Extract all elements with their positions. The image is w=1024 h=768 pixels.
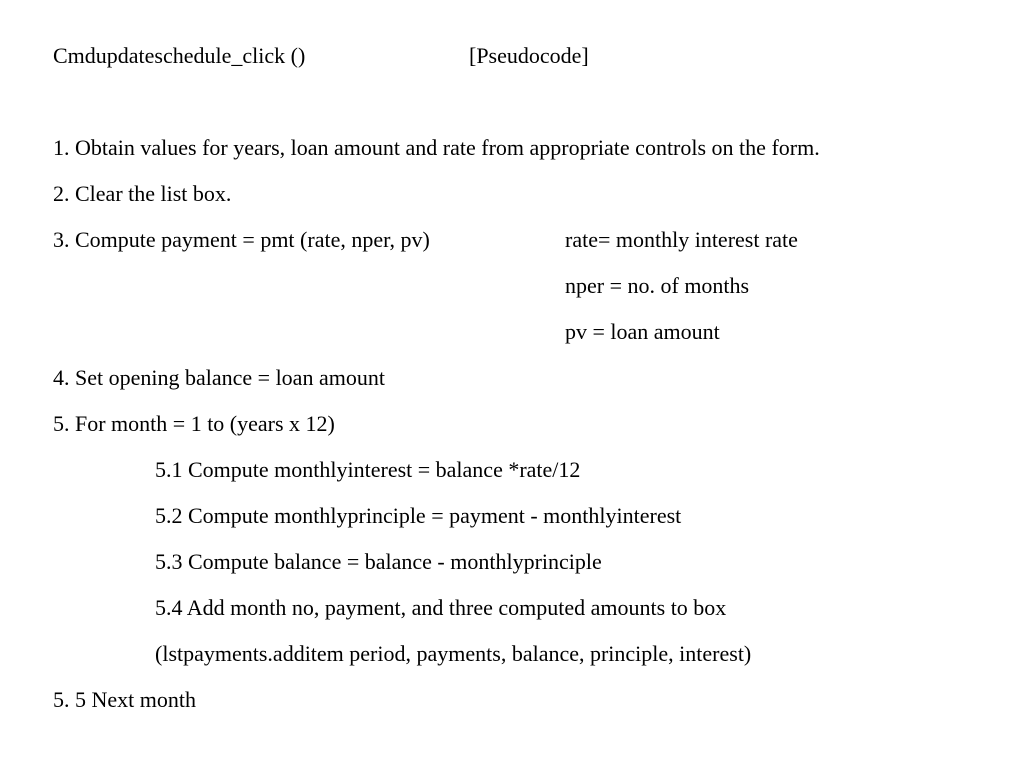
step-3: 3. Compute payment = pmt (rate, nper, pv) <box>53 227 430 252</box>
step-5-5: 5. 5 Next month <box>53 687 196 712</box>
step-5: 5. For month = 1 to (years x 12) <box>53 411 335 436</box>
step-4: 4. Set opening balance = loan amount <box>53 365 385 390</box>
step-3-note-pv: pv = loan amount <box>565 319 720 344</box>
function-name: Cmdupdateschedule_click () <box>53 43 306 68</box>
step-3-note-nper: nper = no. of months <box>565 273 750 298</box>
step-1: 1. Obtain values for years, loan amount and rate from appropriate controls on the form. <box>53 135 820 160</box>
pseudocode-label: [Pseudocode] <box>469 43 589 68</box>
step-5-1: 5.1 Compute monthlyinterest = balance *rate/12 <box>155 457 581 482</box>
step-5-4-continued: (lstpayments.additem period, payments, balance, principle, interest) <box>155 641 752 666</box>
step-5-2: 5.2 Compute monthlyprinciple = payment - monthlyinterest <box>155 503 682 528</box>
step-5-4: 5.4 Add month no, payment, and three computed amounts to box <box>155 595 727 620</box>
step-2: 2. Clear the list box. <box>53 181 232 206</box>
step-3-note-rate: rate= monthly interest rate <box>565 227 798 252</box>
step-5-3: 5.3 Compute balance = balance - monthlyprinciple <box>155 549 602 574</box>
